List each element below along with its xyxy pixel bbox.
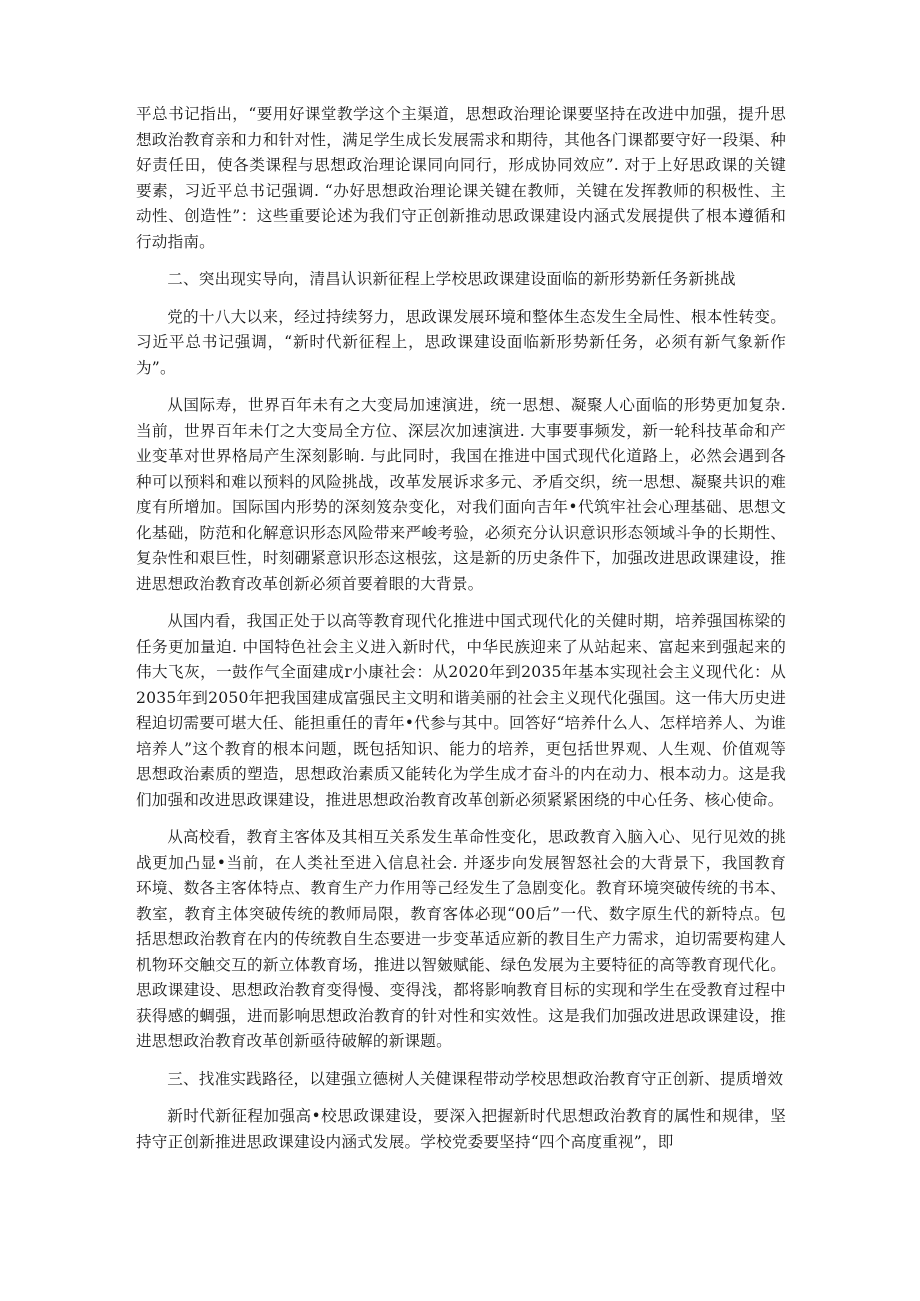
paragraph-1: 平总书记指出，“要用好课堂教学这个主渠道，思想政治理论课要坚持在改进中加强，提升思想政治教育亲和力和针对性，满足学生成长发展需求和期待，其他各门课都要守好一段渠、种好责任田，使各类课程与思想政治理论课同向同行，形成协同效应”. 对于上好思政课的关键要素，习近平总书记强调. “办好思想政治理论课关键在教师，关键在发挥教师的积极性、主动性、创造性”：这些重要论述为我们守正创新推动思政课建设内涵式发展提供了根本遵循和行动指南。	[136, 105, 786, 251]
document-body	[136, 102, 786, 1167]
paragraph-3: 从国际寿，世界百年未有之大变局加速演进，统一思想、凝聚人心面临的形势更加复杂. 当前，世界百年未仃之大变局全方位、深层次加速演进. 大事要事频发，新一轮科技革命和产业变革对世界格局产生深刻影晌. 与此同时，我国在推进中国式现代化道路上，必然会遇到各种可以预料和难以预料的风险挑战，改革发展诉求多元、矛盾交织，统一思想、凝聚共识的难度有所增加。国际国内形势的深刻笈杂变化，对我们面向吉年•代筑牢社会心理基础、思想文化基础，防范和化解意识形态风险带来严峻考验，必须充分认识意识形态领域斗争的长期性、复杂性和艰巨性，时刻硼紧意识形态这根弦，这是新的历史条件下，加强改进思政课建设，推进思想政治教育改革创新必须首要着眼的大背景。	[136, 396, 786, 593]
paragraph-6: 新时代新征程加强高•校思政课建设，要深入把握新时代思想政治教育的属性和规律，坚持守正创新推进思政课建设内涵式发展。学校党委要坚持“四个高度重视”，即	[136, 1107, 786, 1151]
paragraph-2: 党的十八大以来，经过持续努力，思政课发展环境和整体生态发生全局性、根本性转变。习近平总书记强调，“新时代新征程上，思政课建设面临新形势新任务，必须有新气象新作为”。	[136, 307, 786, 377]
paragraph-4: 从国内看，我国正处于以高等教育现代化推进中国式现代化的关健时期，培养强国栋梁的任务更加量迫. 中国特色社会主义进入新时代，中华民族迎来了从站起来、富起来到强起来的伟大飞灰，一鼓作气全面建成r小康社会：从2020年到2035年基本实现社会主义现代化：从2035年到2050年把我国建成富强民主文明和谐美丽的社会主义现代化强国。这一伟大历史进程迫切需要可堪大任、能担重任的青年•代参与其中。回答好“培养什么人、怎样培养人、为谁培养人”这个教育的根本问题，既包括知识、能力的培养，更包括世界观、人生观、价值观等思想政治素质的塑造，思想政治素质又能转化为学生成才奋斗的内在动力、根本动力。这是我们加强和改进思政课建设，推进思想政治教育改革创新必须紧紧困绕的中心任务、核心使命。	[136, 612, 786, 809]
paragraph-5: 从高校看，教育主客体及其相互关系发生革命性变化，思政教育入脑入心、见行见效的挑战更加凸显•当前，在人类社至进入信息社会. 并逐步向发展智怒社会的大背景下，我国教育环境、数各主客体特点、教育生产力作用等己经发生了急剧变化。教育环境突破传统的书本、教室，教育主体突破传统的教师局限，教育客体必现“00后”一代、数字原生代的新特点。包括思想政治教育在内的传统教自生态要进一步变革适应新的教目生产力需求，迫切需要构建人机物环交触交互的新立体教育场，推进以智皴赋能、绿色发展为主要特征的高等教育现代化。思政课建设、思想政治教育变得慢、变得浅，都将影响教育目标的实现和学生在受教育过程中获得感的蜩强，进而影响思想政治教育的针对性和实效性。这是我们加强改进思政课建设，推进思想政治教育改革创新亟待破解的新课题。	[136, 828, 786, 1050]
section-heading-2: 二、突出现实导向，清昌认识新征程上学校思政课建设面临的新形势新任务新挑战	[167, 270, 736, 288]
section-heading-3: 三、找准实践路径，以建强立德树人关健课程带动学校思想政治教育守正创新、提质增效	[167, 1069, 784, 1088]
